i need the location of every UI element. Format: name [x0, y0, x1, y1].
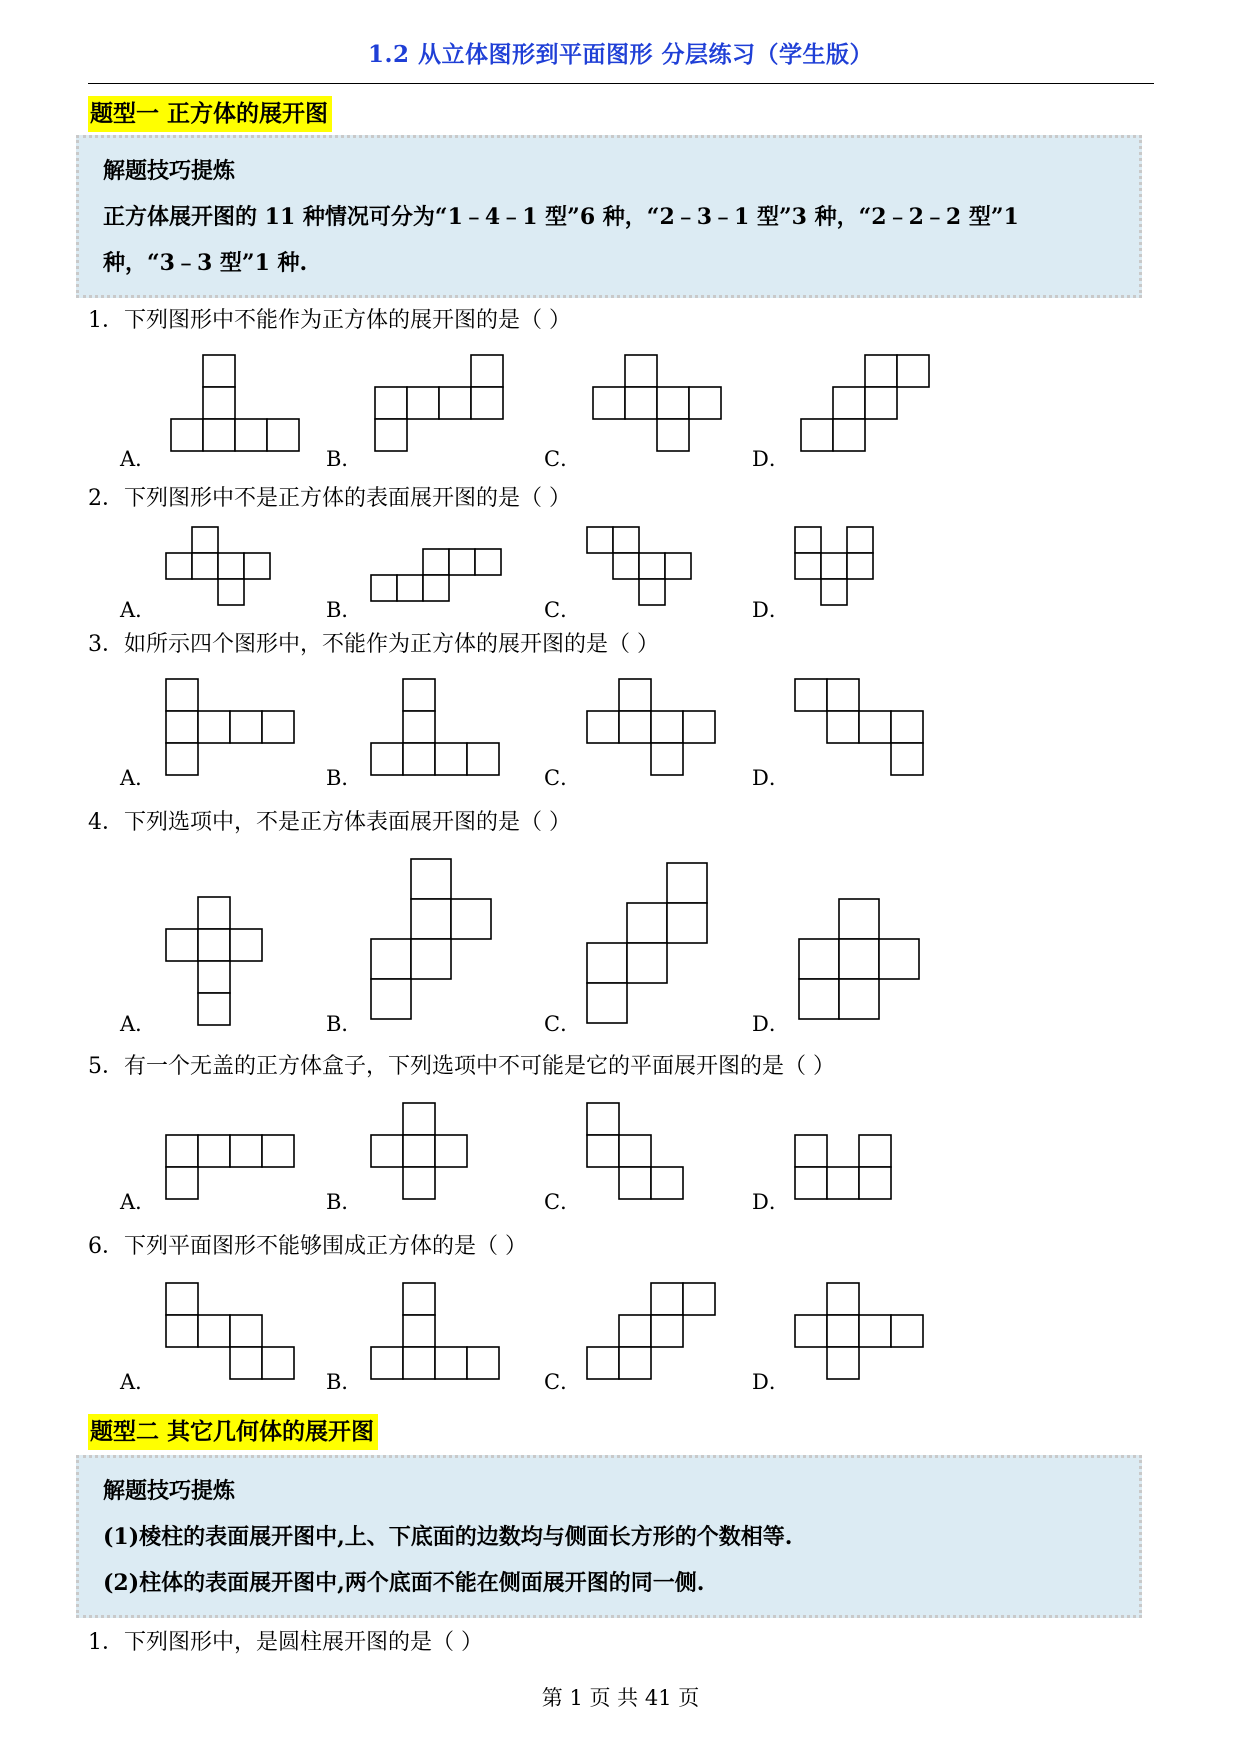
q6-figure-a	[165, 1282, 297, 1384]
option-c-label: C．	[544, 447, 582, 471]
question-2: 2．下列图形中不是正方体的表面展开图的是（ ）	[88, 486, 571, 511]
q2-figure-b	[370, 548, 506, 608]
option-a-label: A．	[120, 447, 157, 471]
option-d-label: D．	[752, 1012, 790, 1036]
tips-line: 正方体展开图的 11 种情况可分为“1﹣4﹣1 型”6 种，“2﹣3﹣1 型”3 种，“2﹣2﹣2 型”1	[103, 204, 1019, 230]
q4-figure-a	[165, 896, 265, 1028]
q6-figure-d	[794, 1282, 926, 1384]
question-5: 5．有一个无盖的正方体盒子，下列选项中不可能是它的平面展开图的是（ ）	[88, 1054, 835, 1079]
option-d-label: D．	[752, 766, 790, 790]
q5-figure-b	[370, 1102, 470, 1202]
tips-title: 解题技巧提炼	[103, 158, 236, 184]
question-1: 1．下列图形中不能作为正方体的展开图的是（ ）	[88, 308, 571, 333]
option-d-label: D．	[752, 447, 790, 471]
option-a-label: A．	[120, 1370, 157, 1394]
q5-figure-c	[586, 1102, 686, 1202]
q4-figure-d	[798, 898, 924, 1026]
option-b-label: B．	[326, 1370, 363, 1394]
tips-title: 解题技巧提炼	[103, 1478, 236, 1504]
tips-line: 种，“3﹣3 型”1 种.	[103, 250, 308, 276]
tips-box-1	[76, 135, 1142, 298]
option-c-label: C．	[544, 1190, 582, 1214]
question-4: 4．下列选项中，不是正方体表面展开图的是（ ）	[88, 810, 571, 835]
option-d-label: D．	[752, 1370, 790, 1394]
q6-figure-b	[370, 1282, 502, 1384]
option-c-label: C．	[544, 766, 582, 790]
section-heading-2: 题型二 其它几何体的展开图	[88, 1414, 378, 1450]
q1-figure-c	[592, 354, 724, 456]
q6-figure-c	[586, 1282, 718, 1384]
q3-figure-b	[370, 678, 502, 780]
option-a-label: A．	[120, 1012, 157, 1036]
q2-figure-a	[165, 526, 273, 610]
option-b-label: B．	[326, 447, 363, 471]
option-a-label: A．	[120, 1190, 157, 1214]
tips-line: (2)柱体的表面展开图中,两个底面不能在侧面展开图的同一侧.	[103, 1570, 705, 1596]
title-divider	[88, 83, 1154, 84]
q4-figure-c	[586, 862, 712, 1026]
option-d-label: D．	[752, 598, 790, 622]
question-6: 6．下列平面图形不能够围成正方体的是（ ）	[88, 1234, 527, 1259]
option-b-label: B．	[326, 1190, 363, 1214]
option-b-label: B．	[326, 1012, 363, 1036]
q1-figure-a	[170, 354, 302, 456]
q2-figure-d	[794, 526, 878, 610]
option-a-label: A．	[120, 766, 157, 790]
q5-figure-a	[165, 1134, 297, 1204]
question-3: 3．如所示四个图形中，不能作为正方体的展开图的是（ ）	[88, 632, 659, 657]
tips-line: (1)棱柱的表面展开图中,上、下底面的边数均与侧面长方形的个数相等.	[103, 1524, 793, 1550]
tips-box-2	[76, 1455, 1142, 1618]
section2-question-1: 1．下列图形中，是圆柱展开图的是（ ）	[88, 1630, 483, 1655]
page-footer: 第 1 页 共 41 页	[541, 1686, 700, 1710]
option-b-label: B．	[326, 598, 363, 622]
q3-figure-d	[794, 678, 926, 780]
q2-figure-c	[586, 526, 698, 610]
option-c-label: C．	[544, 598, 582, 622]
q1-figure-b	[374, 354, 506, 456]
option-c-label: C．	[544, 1012, 582, 1036]
option-a-label: A．	[120, 598, 157, 622]
q3-figure-a	[165, 678, 297, 780]
q3-figure-c	[586, 678, 718, 780]
page-title: 1.2 从立体图形到平面图形 分层练习（学生版）	[367, 41, 874, 68]
q1-figure-d	[800, 354, 932, 456]
q4-figure-b	[370, 858, 496, 1026]
q5-figure-d	[794, 1134, 894, 1204]
option-d-label: D．	[752, 1190, 790, 1214]
option-b-label: B．	[326, 766, 363, 790]
option-c-label: C．	[544, 1370, 582, 1394]
section-heading-1: 题型一 正方体的展开图	[88, 96, 332, 132]
